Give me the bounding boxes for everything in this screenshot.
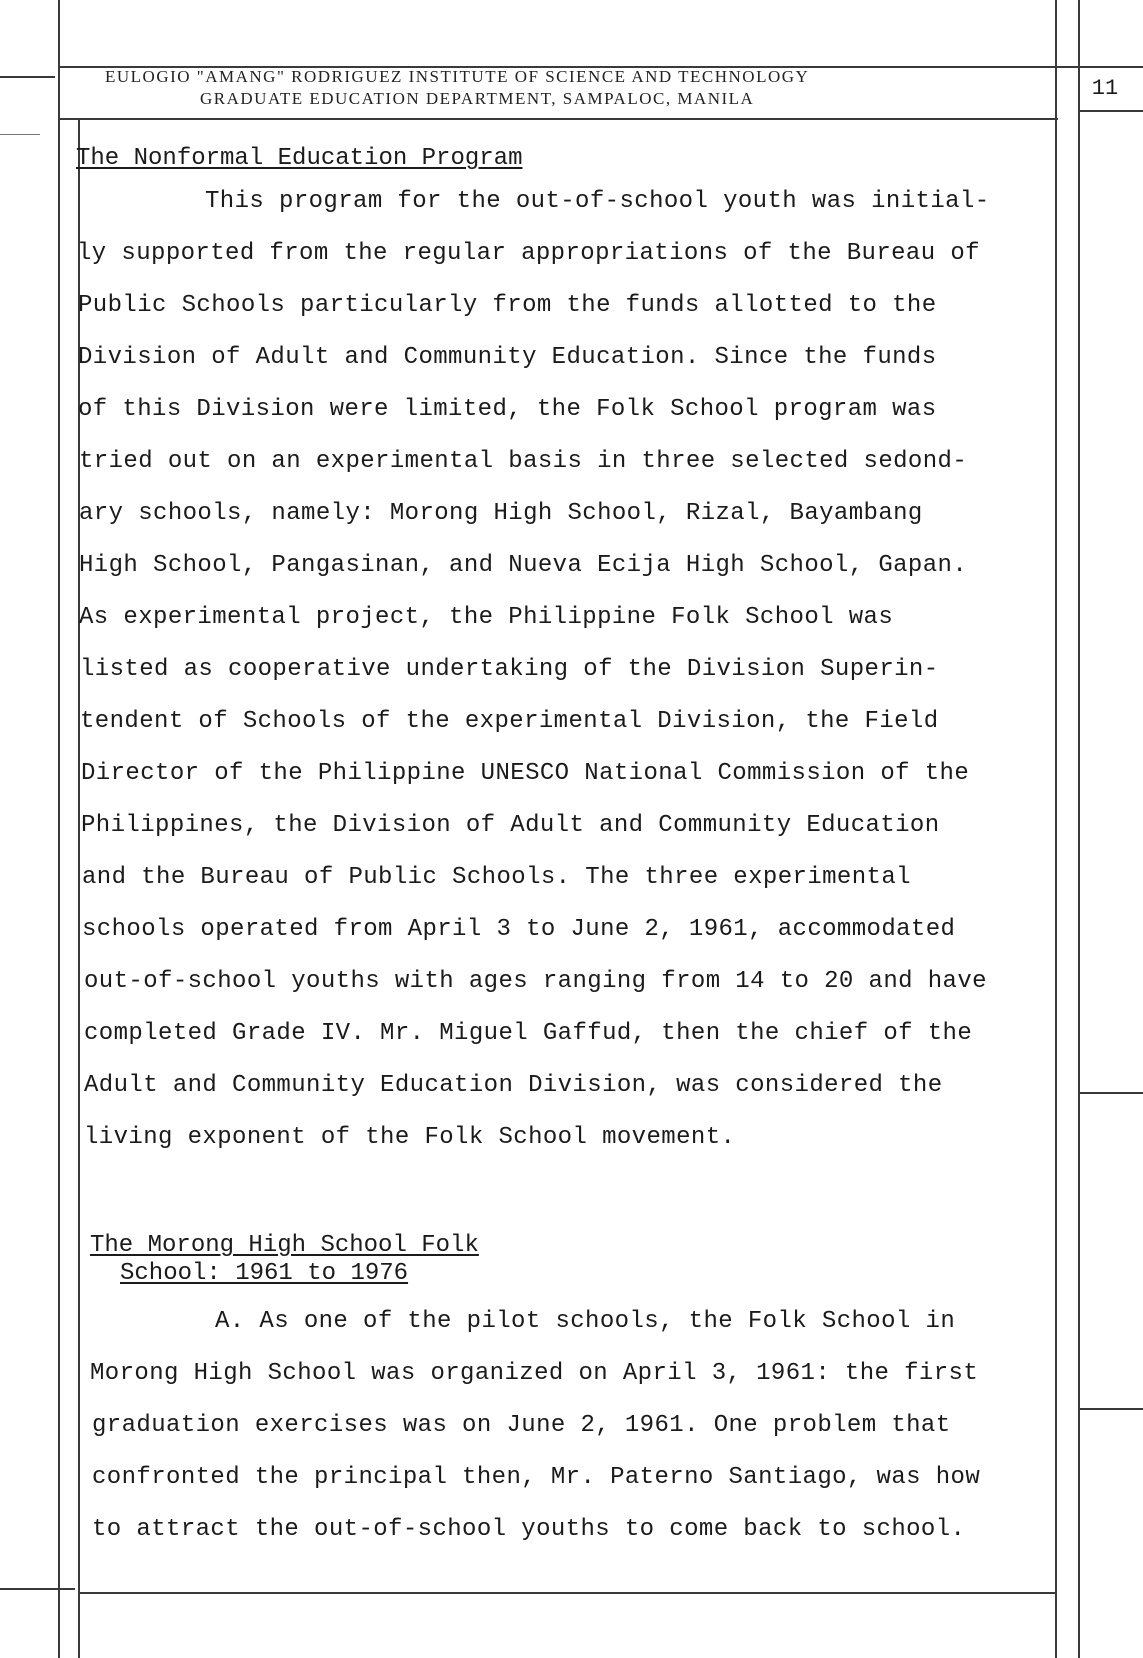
paragraph-line: listed as cooperative undertaking of the Division Superin- (80, 656, 939, 683)
section-title-line1: The Morong High School Folk (90, 1232, 479, 1259)
margin-tick (0, 134, 40, 135)
paragraph-line: A. As one of the pilot schools, the Folk School in (215, 1308, 956, 1335)
paragraph-line: graduation exercises was on June 2, 1961. One problem that (92, 1412, 951, 1439)
header-line-department: GRADUATE EDUCATION DEPARTMENT, SAMPALOC, MANILA (200, 89, 755, 108)
margin-tick (0, 76, 55, 78)
institution-header (100, 66, 1040, 110)
margin-tick (1080, 110, 1143, 112)
paragraph-line: living exponent of the Folk School movement. (84, 1124, 736, 1151)
section-title-line2: School: 1961 to 1976 (120, 1260, 409, 1287)
paragraph-line: confronted the principal then, Mr. Paterno Santiago, was how (92, 1464, 981, 1491)
paragraph-line: High School, Pangasinan, and Nueva Ecija High School, Gapan. (79, 552, 968, 579)
paragraph-line: Public Schools particularly from the funds allotted to the (78, 292, 937, 319)
paragraph-line: schools operated from April 3 to June 2, 1961, accommodated (82, 916, 956, 943)
paragraph-line: This program for the out-of-school youth was initial- (205, 188, 990, 215)
paragraph-line: Morong High School was organized on April 3, 1961: the first (90, 1360, 979, 1387)
header-bottom-rule (58, 118, 1058, 120)
paragraph-line: out-of-school youths with ages ranging from 14 to 20 and have (84, 968, 987, 995)
margin-tick (0, 1588, 75, 1590)
section-title-nonformal-education: The Nonformal Education Program (76, 145, 523, 172)
paragraph-line: tried out on an experimental basis in three selected sedond- (79, 448, 968, 475)
margin-tick (1080, 1408, 1143, 1410)
header-line-institution: EULOGIO "AMANG" RODRIGUEZ INSTITUTE OF SCIENCE AND TECHNOLOGY (105, 67, 810, 86)
paragraph-line: Director of the Philippine UNESCO National Commission of the (81, 760, 970, 787)
margin-tick (1080, 1092, 1143, 1094)
page-frame-left-rule (58, 0, 60, 1658)
section-title-morong-folk-school (90, 1232, 479, 1288)
paragraph-line: Division of Adult and Community Education. Since the funds (78, 344, 937, 371)
page-frame-right-rule (1055, 0, 1057, 1658)
page-number: 11 (1091, 76, 1119, 101)
paragraph-line: tendent of Schools of the experimental Division, the Field (80, 708, 939, 735)
paragraph-line: to attract the out-of-school youths to come back to school. (92, 1516, 966, 1543)
paragraph-line: ly supported from the regular appropriations of the Bureau of (77, 240, 980, 267)
footer-rule (80, 1592, 1055, 1594)
paragraph-line: completed Grade IV. Mr. Miguel Gaffud, then the chief of the (84, 1020, 973, 1047)
paragraph-line: Philippines, the Division of Adult and Community Education (81, 812, 940, 839)
paragraph-line: Adult and Community Education Division, was considered the (84, 1072, 943, 1099)
paragraph-line: ary schools, namely: Morong High School, Rizal, Bayambang (79, 500, 923, 527)
paragraph-line: of this Division were limited, the Folk School program was (78, 396, 937, 423)
paragraph-line: and the Bureau of Public Schools. The three experimental (82, 864, 911, 891)
paragraph-line: As experimental project, the Philippine Folk School was (79, 604, 894, 631)
